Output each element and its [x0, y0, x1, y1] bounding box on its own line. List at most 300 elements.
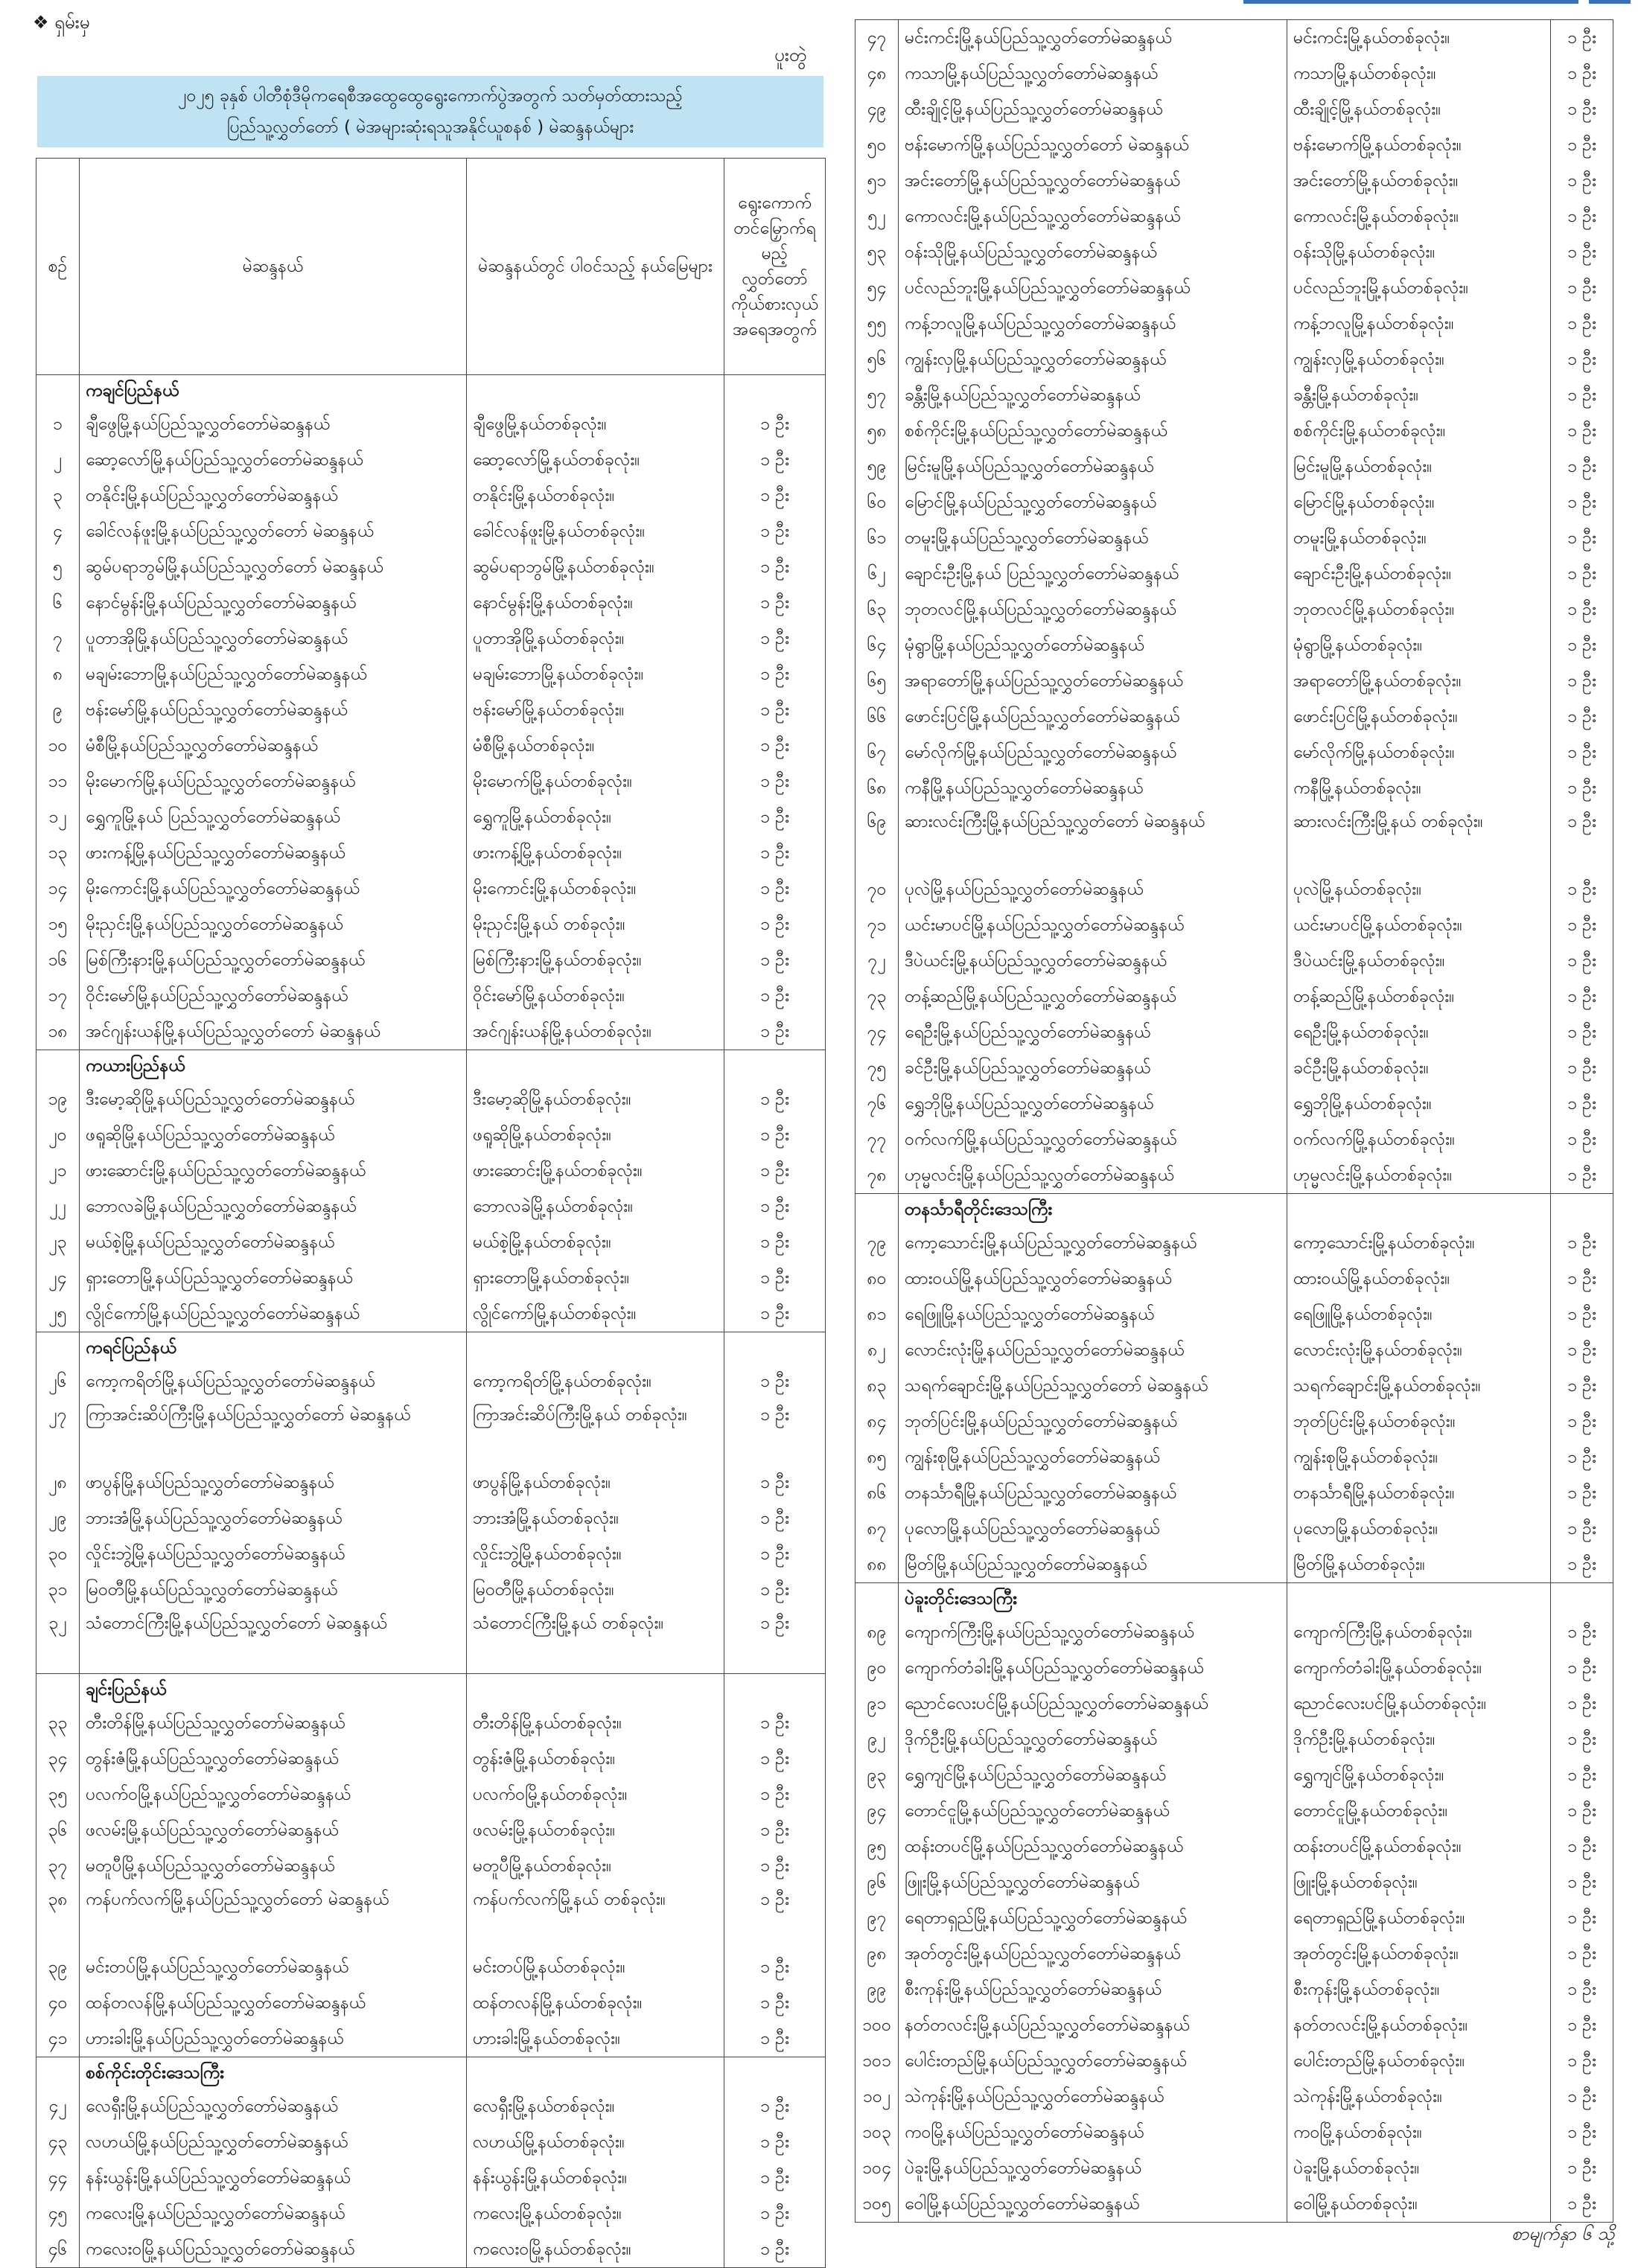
table-row [36, 2232, 826, 2268]
row-number: ၃၉ [36, 1949, 80, 1985]
header-constituency: မဲဆန္ဒနယ် [80, 159, 467, 375]
table-row [855, 907, 1613, 943]
group-row [855, 1194, 1613, 1226]
table-row [855, 234, 1613, 270]
seat-count: ၁ ဦး [1551, 872, 1613, 907]
constituency-name: နန်းယွန်းမြို့နယ်ပြည်သူ့လွှတ်တော်မဲဆန္ဒနယ် [80, 2160, 467, 2196]
row-number: ၄၆ [36, 2232, 80, 2268]
seat-count: ၁ ဦး [1551, 485, 1613, 520]
township-area: နတ်တလင်းမြို့နယ်တစ်ခုလုံး။ [1287, 2007, 1551, 2043]
constituency-table [855, 19, 1613, 2223]
constituency-name: ညောင်လေးပင်မြို့နယ်ပြည်သူ့လွှတ်တော်မဲဆန္ဒနယ် [899, 1686, 1287, 1722]
row-number: ၄၂ [36, 2089, 80, 2124]
row-number: ၁၀၃ [855, 2115, 899, 2150]
table-row [36, 1777, 826, 1812]
constituency-name: စစ်ကိုင်းမြို့နယ်ပြည်သူ့လွှတ်တော်မဲဆန္ဒနယ် [899, 413, 1287, 449]
constituency-name: ဗန်းမော်မြို့နယ်ပြည်သူ့လွှတ်တော်မဲဆန္ဒနယ် [80, 692, 467, 728]
seat-count: ၁ ဦး [1551, 1225, 1613, 1261]
constituency-name: ဖောင်းပြင်မြို့နယ်ပြည်သူ့လွှတ်တော်မဲဆန္ဒနယ် [899, 699, 1287, 735]
title-line-1: ၂၀၂၅ ခုနှစ် ပါတီစုံဒီမိုကရေစီအထွေထွေရွေးကောက်ပွဲအတွက် သတ်မှတ်ထားသည့် [178, 86, 683, 106]
row-number: ၂၃ [36, 1224, 80, 1260]
row-number: ၆ [36, 585, 80, 621]
seat-count: ၁ ဦး [1551, 699, 1613, 735]
row-number: ၃၅ [36, 1777, 80, 1812]
row-number: ၉၀ [855, 1650, 899, 1686]
township-area: ကဝမြို့နယ်တစ်ခုလုံး။ [1287, 2115, 1551, 2150]
seat-count: ၁ ဦး [1551, 1440, 1613, 1475]
table-row [36, 692, 826, 728]
seat-count: ၁ ဦး [1551, 199, 1613, 234]
township-area: မယ်စဲ့မြို့နယ်တစ်ခုလုံး။ [467, 1224, 724, 1260]
constituency-name: ကန့်ဘလူမြို့နယ်ပြည်သူ့လွှတ်တော်မဲဆန္ဒနယ် [899, 306, 1287, 342]
township-area: မော်လိုက်မြို့နယ်တစ်ခုလုံး။ [1287, 735, 1551, 770]
table-row [855, 449, 1613, 485]
township-area: ပဲခူးမြို့နယ်တစ်ခုလုံး။ [1287, 2150, 1551, 2186]
seat-count: ၁ ဦး [1551, 2115, 1613, 2150]
row-number: ၅၉ [855, 449, 899, 485]
table-row [36, 1296, 826, 1332]
constituency-name: မုံရွာမြို့နယ်ပြည်သူ့လွှတ်တော်မဲဆန္ဒနယ် [899, 627, 1287, 663]
row-number: ၅၅ [855, 306, 899, 342]
table-row [36, 478, 826, 514]
township-area: မိုးမောက်မြို့နယ်တစ်ခုလုံး။ [467, 764, 724, 799]
seat-count: ၁ ဦး [724, 478, 826, 514]
township-area: လဟယ်မြို့နယ်တစ်ခုလုံး။ [467, 2124, 724, 2160]
seat-count: ၁ ဦး [1551, 735, 1613, 770]
row-number: ၁၀၅ [855, 2186, 899, 2223]
table-row [855, 663, 1613, 699]
table-row [855, 520, 1613, 556]
table-row [855, 2043, 1613, 2079]
row-number: ၁၁ [36, 764, 80, 799]
seat-count: ၁ ဦး [724, 1153, 826, 1189]
constituency-name: ဒီးမော့ဆိုမြို့နယ်ပြည်သူ့လွှတ်တော်မဲဆန္ဒနယ် [80, 1082, 467, 1117]
township-area: လှိုင်းဘွဲ့မြို့နယ်တစ်ခုလုံး။ [467, 1536, 724, 1572]
seat-count: ၁ ဦး [1551, 56, 1613, 92]
township-area: မြစ်ကြီးနားမြို့နယ်တစ်ခုလုံး။ [467, 942, 724, 978]
row-number: ၆၂ [855, 556, 899, 592]
township-area: မြဝတီမြို့နယ်တစ်ခုလုံး။ [467, 1572, 724, 1608]
constituency-name: မြဝတီမြို့နယ်ပြည်သူ့လွှတ်တော်မဲဆန္ဒနယ် [80, 1572, 467, 1608]
township-area: ရေဖြူမြို့နယ်တစ်ခုလုံး။ [1287, 1297, 1551, 1332]
group-row [855, 1583, 1613, 1615]
constituency-name: ခင်ဦးမြို့နယ်ပြည်သူ့လွှတ်တော်မဲဆန္ဒနယ် [899, 1050, 1287, 1086]
row-number: ၉၃ [855, 1757, 899, 1793]
table-row [36, 657, 826, 692]
seat-count: ၁ ဦး [1551, 520, 1613, 556]
township-area: ဝန်းသိုမြို့နယ်တစ်ခုလုံး။ [1287, 234, 1551, 270]
constituency-name: ထန်တလန်မြို့နယ်ပြည်သူ့လွှတ်တော်မဲဆန္ဒနယ် [80, 1985, 467, 2021]
table-row [855, 556, 1613, 592]
group-spacer [724, 2057, 826, 2089]
constituency-name: ဗန်းမောက်မြို့နယ်ပြည်သူ့လွှတ်တော် မဲဆန္ဒနယ် [899, 127, 1287, 163]
constituency-name: ဖလမ်းမြို့နယ်ပြည်သူ့လွှတ်တော်မဲဆန္ဒနယ် [80, 1812, 467, 1848]
table-row [36, 942, 826, 978]
constituency-name: ပူတာအိုမြို့နယ်ပြည်သူ့လွှတ်တော်မဲဆန္ဒနယ် [80, 621, 467, 657]
constituency-name: ပလက်ဝမြို့နယ်ပြည်သူ့လွှတ်တော်မဲဆန္ဒနယ် [80, 1777, 467, 1812]
township-area: ဖြူးမြို့နယ်တစ်ခုလုံး။ [1287, 1865, 1551, 1900]
township-area: ဝက်လက်မြို့နယ်တစ်ခုလုံး။ [1287, 1122, 1551, 1157]
township-area: မင်းတပ်မြို့နယ်တစ်ခုလုံး။ [467, 1949, 724, 1985]
table-row [855, 1936, 1613, 1972]
row-number: ၈၀ [855, 1261, 899, 1297]
row-number: ၄၄ [36, 2160, 80, 2196]
constituency-name: ဝိုင်းမော်မြို့နယ်ပြည်သူ့လွှတ်တော်မဲဆန္ဒနယ် [80, 978, 467, 1014]
township-area: ဗန်းမောက်မြို့နယ်တစ်ခုလုံး။ [1287, 127, 1551, 163]
row-number: ၈၂ [855, 1332, 899, 1368]
township-area: မိုးကောင်းမြို့နယ်တစ်ခုလုံး။ [467, 871, 724, 907]
table-row [855, 1440, 1613, 1475]
group-title: စစ်ကိုင်းတိုင်းဒေသကြီး [80, 2057, 467, 2089]
township-area: ကျွန်းစုမြို့နယ်တစ်ခုလုံး။ [1287, 1440, 1551, 1475]
row-number: ၁ [36, 406, 80, 442]
row-number: ၅၃ [855, 234, 899, 270]
table-row [855, 1511, 1613, 1547]
township-area: မြင်းမူမြို့နယ်တစ်ခုလုံး။ [1287, 449, 1551, 485]
township-area: ဘုတလင်မြို့နယ်တစ်ခုလုံး။ [1287, 592, 1551, 627]
township-area: ဟားခါးမြို့နယ်တစ်ခုလုံး။ [467, 2021, 724, 2057]
table-row [855, 199, 1613, 234]
group-row [36, 1050, 826, 1082]
row-number: ၇၇ [855, 1122, 899, 1157]
township-area: စစ်ကိုင်းမြို့နယ်တစ်ခုလုံး။ [1287, 413, 1551, 449]
seat-count: ၁ ဦး [724, 2021, 826, 2057]
group-spacer [724, 375, 826, 407]
table-row [36, 1501, 826, 1536]
table-row [855, 1404, 1613, 1440]
constituency-name: ကနီမြို့နယ်ပြည်သူ့လွှတ်တော်မဲဆန္ဒနယ် [899, 770, 1287, 806]
row-number: ၇၉ [855, 1225, 899, 1261]
table-row [36, 1260, 826, 1296]
constituency-name: မချမ်းဘောမြို့နယ်ပြည်သူ့လွှတ်တော်မဲဆန္ဒနယ် [80, 657, 467, 692]
constituency-name: ရေဖြူမြို့နယ်ပြည်သူ့လွှတ်တော်မဲဆန္ဒနယ် [899, 1297, 1287, 1332]
township-area: ဘောလခဲမြို့နယ်တစ်ခုလုံး။ [467, 1189, 724, 1224]
constituency-name: စီးကုန်းမြို့နယ်ပြည်သူ့လွှတ်တော်မဲဆန္ဒနယ် [899, 1972, 1287, 2007]
row-number: ၆၇ [855, 735, 899, 770]
seat-count: ၁ ဦး [724, 1608, 826, 1674]
constituency-name: ဝေါမြို့နယ်ပြည်သူ့လွှတ်တော်မဲဆန္ဒနယ် [899, 2186, 1287, 2223]
constituency-name: ရေတာရှည်မြို့နယ်ပြည်သူ့လွှတ်တော်မဲဆန္ဒနယ် [899, 1900, 1287, 1936]
constituency-name: တွန်းဇံမြို့နယ်ပြည်သူ့လွှတ်တော်မဲဆန္ဒနယ် [80, 1741, 467, 1777]
seat-count: ၁ ဦး [724, 764, 826, 799]
seat-count: ၁ ဦး [724, 1501, 826, 1536]
township-area: ထီးချိုင့်မြို့နယ်တစ်ခုလုံး။ [1287, 92, 1551, 127]
constituency-name: လှိုင်းဘွဲ့မြို့နယ်ပြည်သူ့လွှတ်တော်မဲဆန္ဒနယ် [80, 1536, 467, 1572]
row-number: ၇၃ [855, 979, 899, 1015]
row-number: ၉၇ [855, 1900, 899, 1936]
constituency-name: ပေါင်းတည်မြို့နယ်ပြည်သူ့လွှတ်တော်မဲဆန္ဒနယ် [899, 2043, 1287, 2079]
constituency-name: ကျွန်းစုမြို့နယ်ပြည်သူ့လွှတ်တော်မဲဆန္ဒနယ် [899, 1440, 1287, 1475]
constituency-name: ရွှေကျင်မြို့နယ်ပြည်သူ့လွှတ်တော်မဲဆန္ဒနယ် [899, 1757, 1287, 1793]
township-area: နန်းယွန်းမြို့နယ်တစ်ခုလုံး။ [467, 2160, 724, 2196]
table-row [36, 1608, 826, 1674]
table-row [855, 806, 1613, 872]
table-row [36, 728, 826, 764]
row-number: ၂၀ [36, 1117, 80, 1153]
constituency-name: ဘုတလင်မြို့နယ်ပြည်သူ့လွှတ်တော်မဲဆန္ဒနယ် [899, 592, 1287, 627]
township-area: ကော့ကရိတ်မြို့နယ်တစ်ခုလုံး။ [467, 1364, 724, 1399]
constituency-name: ထီးချိုင့်မြို့နယ်ပြည်သူ့လွှတ်တော်မဲဆန္ဒနယ် [899, 92, 1287, 127]
row-number: ၉၆ [855, 1865, 899, 1900]
table-row [36, 1014, 826, 1050]
row-number: ၁၉ [36, 1082, 80, 1117]
constituency-name: ကျောက်ကြီးမြို့နယ်ပြည်သူ့လွှတ်တော်မဲဆန္ဒနယ် [899, 1614, 1287, 1650]
table-row [855, 1650, 1613, 1686]
township-area: ထန်းတပင်မြို့နယ်တစ်ခုလုံး။ [1287, 1829, 1551, 1865]
table-row [36, 1465, 826, 1501]
constituency-name: ဟားခါးမြို့နယ်ပြည်သူ့လွှတ်တော်မဲဆန္ဒနယ် [80, 2021, 467, 2057]
row-number: ၂ [36, 442, 80, 478]
constituency-name: လဟယ်မြို့နယ်ပြည်သူ့လွှတ်တော်မဲဆန္ဒနယ် [80, 2124, 467, 2160]
seat-count: ၁ ဦး [724, 1082, 826, 1117]
constituency-name: ကျွန်းလှမြို့နယ်ပြည်သူ့လွှတ်တော်မဲဆန္ဒနယ် [899, 342, 1287, 377]
seat-count: ၁ ဦး [724, 978, 826, 1014]
seat-count: ၁ ဦး [724, 2124, 826, 2160]
right-table [855, 19, 1613, 2223]
township-area: ဆွမ်ပရာဘွမ်မြို့နယ်တစ်ခုလုံး။ [467, 549, 724, 585]
seat-count: ၁ ဦး [1551, 1900, 1613, 1936]
table-row [36, 1082, 826, 1117]
row-number: ၃၄ [36, 1741, 80, 1777]
table-row [855, 1297, 1613, 1332]
constituency-name: မင်းတပ်မြို့နယ်ပြည်သူ့လွှတ်တော်မဲဆန္ဒနယ် [80, 1949, 467, 1985]
row-number: ၁၀၁ [855, 2043, 899, 2079]
table-row [855, 306, 1613, 342]
table-row [36, 835, 826, 871]
table-row [36, 2021, 826, 2057]
constituency-name: သံတောင်ကြီးမြို့နယ်ပြည်သူ့လွှတ်တော် မဲဆန္ဒနယ် [80, 1608, 467, 1674]
row-number: ၄၉ [855, 92, 899, 127]
seat-count: ၁ ဦး [724, 1741, 826, 1777]
constituency-name: ဆော့လော်မြို့နယ်ပြည်သူ့လွှတ်တော်မဲဆန္ဒနယ် [80, 442, 467, 478]
township-area: ကျောက်တံခါးမြို့နယ်တစ်ခုလုံး။ [1287, 1650, 1551, 1686]
constituency-name: ဘုတ်ပြင်းမြို့နယ်ပြည်သူ့လွှတ်တော်မဲဆန္ဒနယ် [899, 1404, 1287, 1440]
table-row [36, 907, 826, 942]
township-area: ဖာပွန်မြို့နယ်တစ်ခုလုံး။ [467, 1465, 724, 1501]
table-row [855, 1332, 1613, 1368]
seat-count: ၁ ဦး [1551, 1722, 1613, 1757]
row-number: ၄၇ [855, 20, 899, 57]
table-row [36, 2160, 826, 2196]
row-number: ၈၁ [855, 1297, 899, 1332]
constituency-name: ဝက်လက်မြို့နယ်ပြည်သူ့လွှတ်တော်မဲဆန္ဒနယ် [899, 1122, 1287, 1157]
row-number: ၁၆ [36, 942, 80, 978]
township-area: တွန်းဇံမြို့နယ်တစ်ခုလုံး။ [467, 1741, 724, 1777]
township-area: ချောင်းဦးမြို့နယ်တစ်ခုလုံး။ [1287, 556, 1551, 592]
township-area: ရွှေကူမြို့နယ်တစ်ခုလုံး။ [467, 799, 724, 835]
seat-count: ၁ ဦး [1551, 92, 1613, 127]
document-title [37, 76, 823, 147]
township-area: ဝိုင်းမော်မြို့နယ်တစ်ခုလုံး။ [467, 978, 724, 1014]
constituency-name: တနင်္သာရီမြို့နယ်ပြည်သူ့လွှတ်တော်မဲဆန္ဒနယ် [899, 1475, 1287, 1511]
constituency-name: ဆွမ်ပရာဘွမ်မြို့နယ်ပြည်သူ့လွှတ်တော် မဲဆန္ဒနယ် [80, 549, 467, 585]
seat-count: ၁ ဦး [724, 728, 826, 764]
constituency-name: ပင်လည်ဘူးမြို့နယ်ပြည်သူ့လွှတ်တော်မဲဆန္ဒနယ် [899, 270, 1287, 306]
township-area: ဒိုက်ဦးမြို့နယ်တစ်ခုလုံး။ [1287, 1722, 1551, 1757]
table-row [36, 1117, 826, 1153]
row-number: ၄၅ [36, 2196, 80, 2232]
seat-count: ၁ ဦး [724, 657, 826, 692]
row-number: ၆၆ [855, 699, 899, 735]
table-row [36, 2089, 826, 2124]
row-number: ၃၂ [36, 1608, 80, 1674]
seat-count: ၁ ဦး [724, 2089, 826, 2124]
table-row [36, 1189, 826, 1224]
table-row [855, 1793, 1613, 1829]
row-number: ၈၉ [855, 1614, 899, 1650]
constituency-name: ပဲခူးမြို့နယ်ပြည်သူ့လွှတ်တော်မဲဆန္ဒနယ် [899, 2150, 1287, 2186]
row-number: ၉၈ [855, 1936, 899, 1972]
group-spacer [724, 1050, 826, 1082]
constituency-name: ရေဦးမြို့နယ်ပြည်သူ့လွှတ်တော်မဲဆန္ဒနယ် [899, 1015, 1287, 1050]
seat-count: ၁ ဦး [1551, 2079, 1613, 2115]
row-number: ၆၈ [855, 770, 899, 806]
constituency-name: သဲကုန်းမြို့နယ်ပြည်သူ့လွှတ်တော်မဲဆန္ဒနယ် [899, 2079, 1287, 2115]
township-area: ရှားတောမြို့နယ်တစ်ခုလုံး။ [467, 1260, 724, 1296]
constituency-name: ပုလဲမြို့နယ်ပြည်သူ့လွှတ်တော်မဲဆန္ဒနယ် [899, 872, 1287, 907]
seat-count: ၁ ဦး [1551, 377, 1613, 413]
township-area: ရေဦးမြို့နယ်တစ်ခုလုံး။ [1287, 1015, 1551, 1050]
seat-count: ၁ ဦး [724, 1985, 826, 2021]
seat-count: ၁ ဦး [1551, 163, 1613, 199]
seat-count: ၁ ဦး [724, 1399, 826, 1465]
township-area: ရွှေဘိုမြို့နယ်တစ်ခုလုံး။ [1287, 1086, 1551, 1122]
row-number: ၃၀ [36, 1536, 80, 1572]
table-row [855, 943, 1613, 979]
constituency-name: ရွှေဘိုမြို့နယ်ပြည်သူ့လွှတ်တော်မဲဆန္ဒနယ် [899, 1086, 1287, 1122]
row-number: ၃၆ [36, 1812, 80, 1848]
seat-count: ၁ ဦး [724, 2232, 826, 2268]
row-number: ၇၀ [855, 872, 899, 907]
township-area: ဖောင်းပြင်မြို့နယ်တစ်ခုလုံး။ [1287, 699, 1551, 735]
township-area: မြောင်မြို့နယ်တစ်ခုလုံး။ [1287, 485, 1551, 520]
row-number: ၂၄ [36, 1260, 80, 1296]
group-row [36, 2057, 826, 2089]
table-row [855, 1261, 1613, 1297]
table-row [855, 1157, 1613, 1194]
constituency-name: ကြာအင်းဆိပ်ကြီးမြို့နယ်ပြည်သူ့လွှတ်တော် မဲဆန္ဒနယ် [80, 1399, 467, 1465]
constituency-name: ဒီပဲယင်းမြို့နယ်ပြည်သူ့လွှတ်တော်မဲဆန္ဒနယ် [899, 943, 1287, 979]
seat-count: ၁ ဦး [1551, 556, 1613, 592]
township-area: ဖားဆောင်းမြို့နယ်တစ်ခုလုံး။ [467, 1153, 724, 1189]
group-title: ကရင်ပြည်နယ် [80, 1332, 467, 1364]
table-row [855, 1122, 1613, 1157]
township-area: ပုလောမြို့နယ်တစ်ခုလုံး။ [1287, 1511, 1551, 1547]
constituency-name: မြစ်ကြီးနားမြို့နယ်ပြည်သူ့လွှတ်တော်မဲဆန္ဒနယ် [80, 942, 467, 978]
constituency-name: မြိတ်မြို့နယ်ပြည်သူ့လွှတ်တော်မဲဆန္ဒနယ် [899, 1547, 1287, 1583]
table-row [855, 1614, 1613, 1650]
constituency-name: ရှားတောမြို့နယ်ပြည်သူ့လွှတ်တော်မဲဆန္ဒနယ် [80, 1260, 467, 1296]
table-row [36, 1949, 826, 1985]
table-row [36, 621, 826, 657]
row-number: ၈ [36, 657, 80, 692]
group-row [36, 375, 826, 407]
seat-count: ၁ ဦး [724, 871, 826, 907]
row-number: ၄ [36, 514, 80, 549]
seat-count: ၁ ဦး [1551, 1829, 1613, 1865]
table-row [855, 1757, 1613, 1793]
row-number: ၁၂ [36, 799, 80, 835]
row-number: ၇ [36, 621, 80, 657]
constituency-name: ကသာမြို့နယ်ပြည်သူ့လွှတ်တော်မဲဆန္ဒနယ် [899, 56, 1287, 92]
group-spacer [467, 1674, 724, 1706]
seat-count: ၁ ဦး [1551, 2150, 1613, 2186]
township-area: ဘားအံမြို့နယ်တစ်ခုလုံး။ [467, 1501, 724, 1536]
table-row [855, 2079, 1613, 2115]
group-spacer [467, 2057, 724, 2089]
township-area: ထားဝယ်မြို့နယ်တစ်ခုလုံး။ [1287, 1261, 1551, 1297]
constituency-name: ခေါင်လန်ဖူးမြို့နယ်ပြည်သူ့လွှတ်တော် မဲဆန္ဒနယ် [80, 514, 467, 549]
row-number: ၉၉ [855, 1972, 899, 2007]
header-townships: မဲဆန္ဒနယ်တွင် ပါဝင်သည့် နယ်မြေများ [467, 159, 724, 375]
township-area: ကန့်ဘလူမြို့နယ်တစ်ခုလုံး။ [1287, 306, 1551, 342]
seat-count: ၁ ဦး [1551, 907, 1613, 943]
row-number: ၅၈ [855, 413, 899, 449]
seat-count: ၁ ဦး [1551, 1086, 1613, 1122]
constituency-name: ဖရူဆိုမြို့နယ်ပြည်သူ့လွှတ်တော်မဲဆန္ဒနယ် [80, 1117, 467, 1153]
row-number: ၉ [36, 692, 80, 728]
seat-count: ၁ ဦး [1551, 127, 1613, 163]
table-row [855, 979, 1613, 1015]
constituency-name: ရွှေကူမြို့နယ် ပြည်သူ့လွှတ်တော်မဲဆန္ဒနယ် [80, 799, 467, 835]
constituency-name: မော်လိုက်မြို့နယ်ပြည်သူ့လွှတ်တော်မဲဆန္ဒနယ် [899, 735, 1287, 770]
table-row [855, 342, 1613, 377]
constituency-name: ဘောလခဲမြို့နယ်ပြည်သူ့လွှတ်တော်မဲဆန္ဒနယ် [80, 1189, 467, 1224]
constituency-name: အရာတော်မြို့နယ်ပြည်သူ့လွှတ်တော်မဲဆန္ဒနယ် [899, 663, 1287, 699]
constituency-table [36, 158, 826, 2268]
group-spacer [1551, 1583, 1613, 1615]
row-number: ၇၄ [855, 1015, 899, 1050]
row-number: ၅၀ [855, 127, 899, 163]
seat-count: ၁ ဦး [724, 549, 826, 585]
seat-count: ၁ ဦး [724, 1465, 826, 1501]
table-row [36, 1705, 826, 1741]
row-number: ၆၅ [855, 663, 899, 699]
seat-count: ၁ ဦး [724, 1705, 826, 1741]
township-area: သံတောင်ကြီးမြို့နယ် တစ်ခုလုံး။ [467, 1608, 724, 1674]
row-number: ၂၆ [36, 1364, 80, 1399]
table-row [855, 627, 1613, 663]
seat-count: ၁ ဦး [1551, 1757, 1613, 1793]
seat-count: ၁ ဦး [724, 442, 826, 478]
row-number: ၈၇ [855, 1511, 899, 1547]
seat-count: ၁ ဦး [1551, 1865, 1613, 1900]
table-row [36, 871, 826, 907]
seat-count: ၁ ဦး [724, 799, 826, 835]
table-row [36, 442, 826, 478]
table-row [855, 1865, 1613, 1900]
constituency-name: မယ်စဲ့မြို့နယ်ပြည်သူ့လွှတ်တော်မဲဆန္ဒနယ် [80, 1224, 467, 1260]
seat-count: ၁ ဦး [724, 1189, 826, 1224]
constituency-name: ထားဝယ်မြို့နယ်ပြည်သူ့လွှတ်တော်မဲဆန္ဒနယ် [899, 1261, 1287, 1297]
seat-count: ၁ ဦး [1551, 1015, 1613, 1050]
table-row [36, 1741, 826, 1777]
township-area: ပေါင်းတည်မြို့နယ်တစ်ခုလုံး။ [1287, 2043, 1551, 2079]
row-number: ၃၁ [36, 1572, 80, 1608]
township-area: မုံရွာမြို့နယ်တစ်ခုလုံး။ [1287, 627, 1551, 663]
table-row [36, 1399, 826, 1465]
table-row [855, 1686, 1613, 1722]
seat-count: ၁ ဦး [1551, 1368, 1613, 1404]
township-area: ကန်ပက်လက်မြို့နယ် တစ်ခုလုံး။ [467, 1884, 724, 1949]
constituency-name: တမူးမြို့နယ်ပြည်သူ့လွှတ်တော်မဲဆန္ဒနယ် [899, 520, 1287, 556]
row-number: ၄၁ [36, 2021, 80, 2057]
group-spacer [724, 1674, 826, 1706]
table-row [855, 20, 1613, 57]
township-area: မံစီမြို့နယ်တစ်ခုလုံး။ [467, 728, 724, 764]
seat-count: ၁ ဦး [1551, 1793, 1613, 1829]
constituency-name: မိုးမောက်မြို့နယ်ပြည်သူ့လွှတ်တော်မဲဆန္ဒနယ် [80, 764, 467, 799]
